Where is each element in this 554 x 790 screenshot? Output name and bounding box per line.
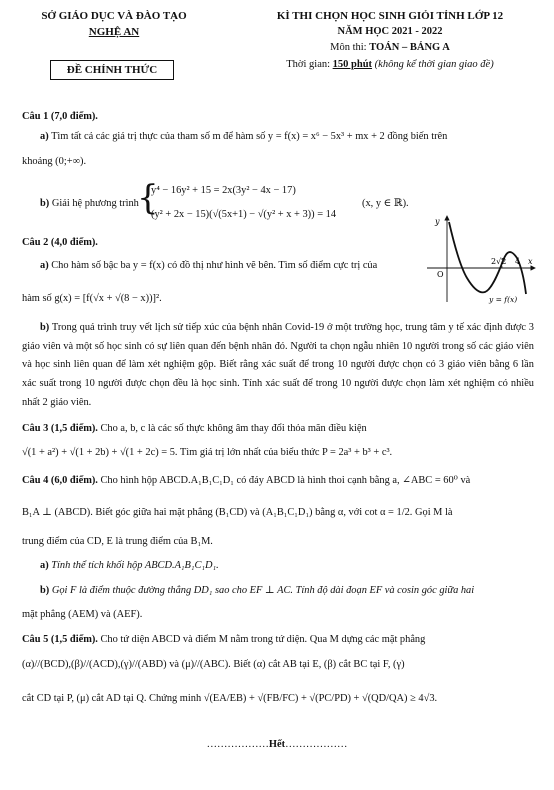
time-value: 150 phút	[332, 59, 373, 70]
end-dots-left: ………………	[206, 739, 269, 750]
q4a-prefix: a)	[40, 560, 49, 571]
origin-label: O	[437, 270, 444, 279]
subject-value: TOÁN – BẢNG A	[369, 42, 450, 53]
q1b-intro	[40, 198, 139, 210]
y-axis-label: y	[435, 217, 440, 226]
q2b-text: Trong quá trình truy vết lịch sử tiếp xúc của bệnh nhân Covid-19 ở một trường học, trung tâm y tế xác định được 3 giáo viên và một số học sinh có sự liên quan đến bệnh nhân đó. Người ta chọn ngẫu nhiên 10 người trong số các giáo viên và học sinh liên quan để làm xét nghiệm gộp. Biết rằng xác suất để trong 10 người được chọn có 3 giáo viên bằng 6 lần xác suất trong 10 người được chọn đều là học sinh. Tính xác suất để trong 10 người được chọn làm xét nghiệm có nhiều nhất 2 giáo viên.	[22, 322, 534, 408]
q4-text1: Cho hình hộp ABCD.A₁B₁C₁D₁ có đáy ABCD là hình thoi cạnh bằng a, ∠ABC = 60⁰ và	[97, 475, 471, 486]
q4-title: Câu 4 (6,0 điểm).	[22, 475, 98, 486]
end-marker	[0, 739, 554, 751]
q5-line3: cắt CD tại P, (μ) cắt AD tại Q. Chứng minh √(EA/EB) + √(FB/FC) + √(PC/PD) + √(QD/QA) ≥ 4√3.	[22, 693, 438, 704]
q4-line2: B₁A ⊥ (ABCD). Biết góc giữa hai mặt phẳng (B₁CD) và (A₁B₁C₁D₁) bằng α, với cot α = 1/2. Gọi M là	[22, 507, 453, 518]
q1a-line1	[40, 131, 447, 143]
q3-title: Câu 3 (1,5 điểm).	[22, 423, 98, 434]
q4b-text1: Gọi F là điểm thuộc đường thẳng DD₁ sao cho EF ⊥ AC. Tính độ dài đoạn EF và cosin góc giữa hai	[49, 585, 475, 596]
tick-label-2sqrt2: 2√2	[491, 257, 507, 266]
q1b-text: Giải hệ phương trình	[49, 198, 139, 209]
exam-title: KÌ THI CHỌN HỌC SINH GIỎI TỈNH LỚP 12	[276, 10, 504, 22]
q3-line1	[22, 423, 367, 435]
time-line	[240, 59, 540, 71]
q4a-line	[40, 560, 219, 572]
subject-label: Môn thi:	[330, 42, 370, 53]
q2b-prefix: b)	[40, 322, 50, 333]
subject-line	[240, 42, 540, 54]
q2a-text1: Cho hàm số bậc ba y = f(x) có đồ thị như hình vẽ bên. Tìm số điểm cực trị của	[48, 260, 378, 271]
school-year: NĂM HỌC 2021 - 2022	[337, 26, 443, 37]
q5-title: Câu 5 (1,5 điểm).	[22, 634, 98, 645]
q5-line1	[22, 634, 425, 646]
q5-text1: Cho tứ diện ABCD và điểm M nằm trong tứ diện. Qua M dựng các mặt phẳng	[97, 634, 426, 645]
q4-line3: trung điểm của CD, E là trung điểm của B₁M.	[22, 536, 213, 547]
end-dots-right: ………………	[285, 739, 348, 750]
q1b-equation-2: (y² + 2x − 15)(√(5x+1) − √(y² + x + 3)) = 14	[151, 209, 337, 220]
q1b-equation-1: y⁴ − 16y² + 15 = 2x(3y² − 4x − 17)	[151, 185, 296, 196]
province-name: NGHỆ AN	[88, 26, 140, 38]
q1a-text1: Tìm tất cả các giá trị thực của tham số m để hàm số y = f(x) = x⁶ − 5x³ + mx + 2 đồng biến trên	[48, 131, 448, 142]
q2a-prefix: a)	[40, 260, 49, 271]
q3-line2: √(1 + a²) + √(1 + 2b) + √(1 + 2c) = 5. Tìm giá trị lớn nhất của biểu thức P = 2a³ + b³ + c³.	[22, 447, 393, 458]
time-note: (không kể thời gian giao đề)	[372, 59, 494, 70]
end-label: Hết	[268, 739, 286, 750]
cubic-graph	[427, 214, 537, 304]
q1b-prefix: b)	[40, 198, 50, 209]
q4-line1	[22, 475, 470, 487]
official-stamp	[50, 60, 174, 80]
q2-title: Câu 2 (4,0 điểm).	[22, 237, 98, 248]
official-stamp-label: ĐỀ CHÍNH THỨC	[66, 63, 158, 76]
q4a-text: Tính thể tích khối hộp ABCD.A₁B₁C₁D₁.	[48, 560, 219, 571]
q3-text1: Cho a, b, c là các số thực không âm thay đổi thỏa mãn điều kiện	[97, 423, 367, 434]
department-name: SỞ GIÁO DỤC VÀ ĐÀO TẠO	[41, 10, 187, 22]
q2a-line2: hàm số g(x) = [f(√x + √(8 − x))]².	[22, 293, 162, 304]
q1a-prefix: a)	[40, 131, 49, 142]
x-axis-label: x	[528, 257, 533, 266]
q5-line2: (α)//(BCD),(β)//(ACD),(γ)//(ABD) và (μ)//(ABC). Biết (α) cắt AB tại E, (β) cắt BC tại F, (γ)	[22, 659, 405, 670]
q4b-line2: mặt phẳng (AEM) và (AEF).	[22, 609, 143, 620]
q1b-domain: (x, y ∈ ℝ).	[362, 198, 409, 209]
tick-label-4: 4	[515, 257, 521, 266]
q4b-line1	[40, 585, 474, 597]
q1a-line2: khoảng (0;+∞).	[22, 156, 87, 167]
q2b-paragraph	[22, 319, 534, 413]
system-brace: {	[137, 178, 159, 218]
q1-title: Câu 1 (7,0 điểm).	[22, 111, 98, 122]
q4b-prefix: b)	[40, 585, 50, 596]
time-label: Thời gian:	[286, 59, 333, 70]
q2a-line1	[40, 260, 377, 272]
curve-label: y = f(x)	[489, 295, 518, 304]
